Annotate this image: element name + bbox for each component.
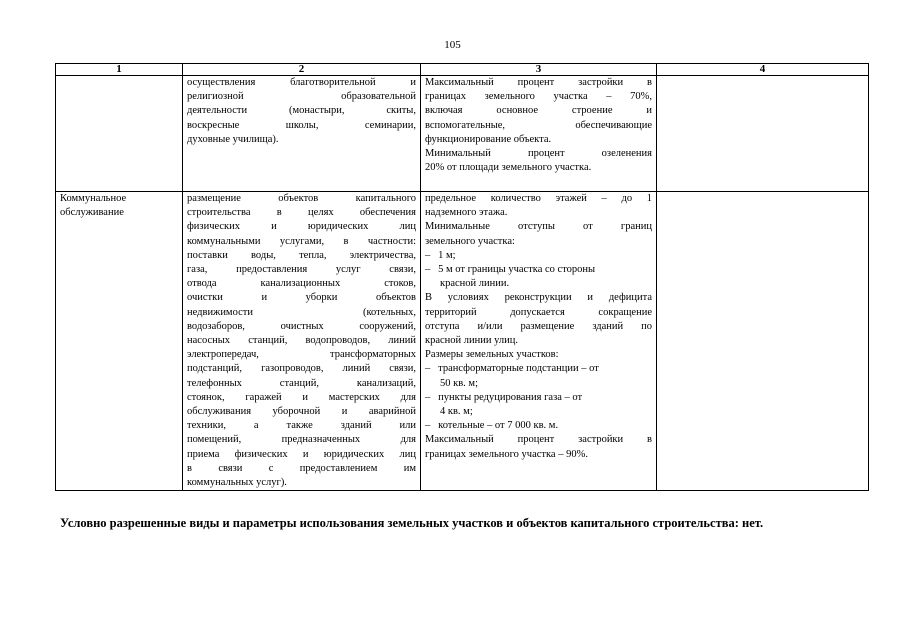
- text-line: религиозной образовательной: [187, 91, 416, 103]
- dash-marker: –: [425, 420, 431, 432]
- text-line: коммунальных услуг).: [187, 477, 287, 489]
- text-line: обслуживание: [60, 207, 124, 219]
- table-row: [56, 192, 869, 491]
- text-line: техники, а также зданий или: [187, 420, 416, 432]
- text-line: границах земельного участка – 90%.: [425, 448, 588, 460]
- list-item: – 5 м от границы участка со стороны красной линии.: [425, 264, 596, 290]
- text-line: коммунальными услугами, в частности:: [187, 235, 416, 247]
- text-line: водозаборов, очистных сооружений,: [187, 320, 416, 332]
- table-header-row: [56, 64, 869, 76]
- text-line: территорий допускается сокращение: [425, 306, 652, 318]
- text-line: в связи с предоставлением им: [187, 462, 416, 474]
- dash-marker: –: [425, 264, 431, 276]
- text-line: осуществления благотворительной и: [187, 77, 416, 88]
- column-header-2: 2: [183, 64, 421, 76]
- row2-parameters-cell: [421, 192, 657, 491]
- text-line: недвижимости (котельных,: [187, 306, 416, 318]
- row1-parameters-cell: [421, 76, 657, 192]
- text-line: Максимальный процент застройки в: [425, 77, 652, 88]
- conditional-use-note: Условно разрешенные виды и параметры использования земельных участков и объектов капитального строительства: нет.: [60, 516, 764, 530]
- text-line: помещений, предназначенных для: [187, 434, 416, 446]
- column-header-4: 4: [657, 64, 869, 76]
- table-row: [56, 76, 869, 192]
- text-line: земельного участка:: [425, 235, 515, 247]
- text-line: надземного этажа.: [425, 207, 508, 219]
- row2-notes-cell: [657, 192, 869, 491]
- text-line: физических и юридических лиц: [187, 221, 416, 233]
- list-item: – трансформаторные подстанции – от 50 кв. м;: [425, 363, 599, 389]
- row2-description-cell: [183, 192, 421, 491]
- text-line: телефонных станций, канализаций,: [187, 377, 416, 389]
- text-line: Коммунальное: [60, 193, 127, 204]
- list-item: – 1 м;: [425, 249, 456, 261]
- text-line: отступа и/или размещение зданий по: [425, 320, 652, 332]
- text-line: насосных станций, водопроводов, линий: [187, 335, 416, 347]
- text-line: обслуживания уборочной и аварийной: [187, 406, 416, 418]
- text-line: размещение объектов капитального: [187, 193, 416, 204]
- text-line: Минимальные отступы от границ: [425, 221, 652, 233]
- list-item: – пункты редуцирования газа – от 4 кв. м;: [425, 391, 583, 418]
- column-header-3: 3: [421, 64, 657, 76]
- text-line: воскресные школы, семинарии,: [187, 119, 416, 131]
- text-line: В условиях реконструкции и дефицита: [425, 292, 652, 304]
- text-line: Размеры земельных участков:: [425, 349, 559, 361]
- permitted-use-table: [55, 63, 869, 491]
- text-line: подстанций, газопроводов, линий связи,: [187, 363, 416, 375]
- text-line: вспомогательные, обеспечивающие: [425, 119, 652, 131]
- row2-use-name-cell: [56, 192, 183, 491]
- text-line: 20% от площади земельного участка.: [425, 162, 592, 174]
- page-number: 105: [444, 39, 461, 51]
- text-line: отвода канализационных стоков,: [187, 278, 416, 290]
- text-line: стоянок, гаражей и мастерских для: [187, 391, 416, 403]
- row1-notes-cell: [657, 76, 869, 192]
- text-line: красной линии улиц.: [425, 335, 519, 347]
- dash-marker: –: [425, 363, 431, 375]
- text-line: приема физических и юридических лиц: [187, 448, 416, 460]
- row1-description-cell: [183, 76, 421, 192]
- list-item: – котельные – от 7 000 кв. м.: [425, 420, 559, 432]
- text-line: предельное количество этажей – до 1: [425, 193, 652, 204]
- text-line: очистки и уборки объектов: [187, 292, 416, 304]
- text-line: Минимальный процент озеленения: [425, 148, 652, 160]
- text-line: строительства в целях обеспечения: [187, 207, 416, 219]
- text-line: включая основное строение и: [425, 105, 652, 117]
- text-line: границах земельного участка – 70%,: [425, 91, 652, 103]
- text-line: Максимальный процент застройки в: [425, 434, 652, 446]
- text-line: функционирование объекта.: [425, 133, 552, 145]
- column-header-1: 1: [56, 64, 183, 76]
- text-line: электропередач, трансформаторных: [187, 349, 416, 361]
- text-line: поставки воды, тепла, электричества,: [187, 249, 416, 261]
- text-line: духовные училища).: [187, 133, 279, 145]
- text-line: деятельности (монастыри, скиты,: [187, 105, 416, 117]
- row1-use-name-cell: [56, 76, 183, 192]
- text-line: газа, предоставления услуг связи,: [187, 264, 416, 276]
- dash-marker: –: [425, 249, 431, 261]
- dash-marker: –: [425, 391, 431, 403]
